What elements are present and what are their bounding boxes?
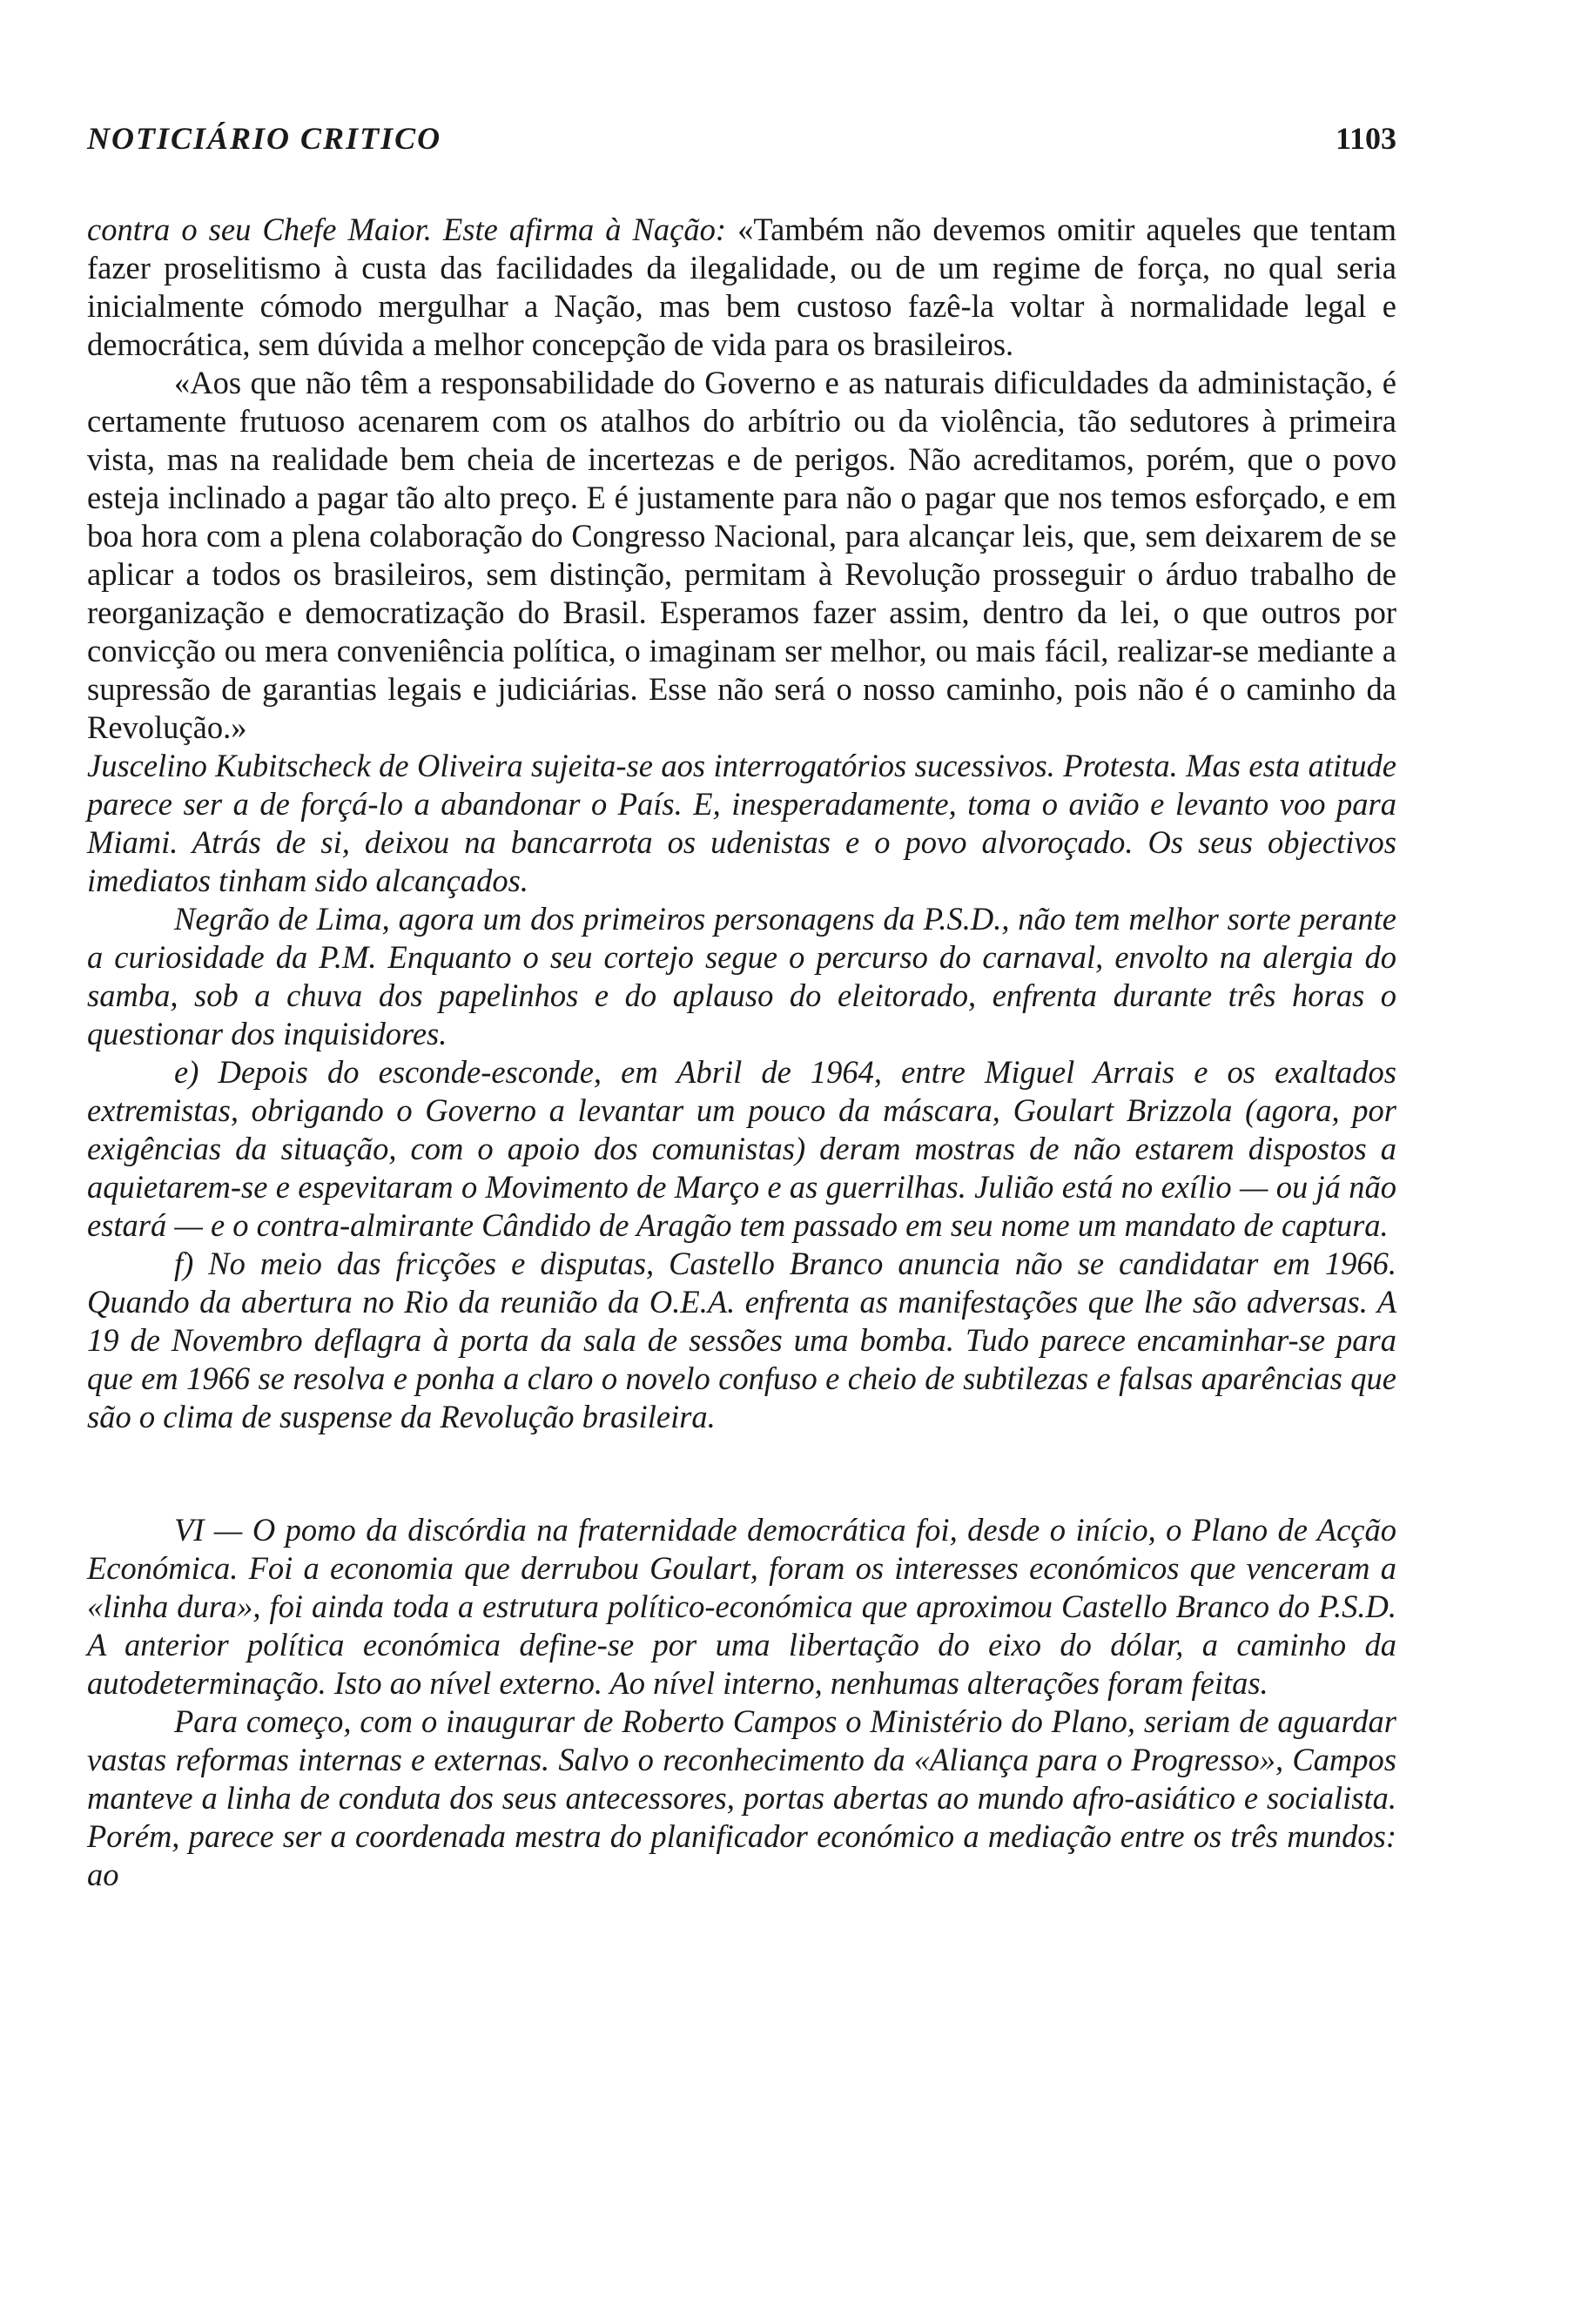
paragraph: f) No meio das fricções e disputas, Castello Branco anuncia não se candidatar em 1966. Quando da abertura no Rio da reunião da O.E.A. enfrenta as manifestações que lhe são adversas. A 19 de Novembro deflagra à porta da sala de sessões uma bomba. Tudo parece encaminhar-se para que em 1966 se resolva e ponha a claro o novelo confuso e cheio de subtilezas e falsas aparências que são o clima de suspense da Revolução brasileira. — [87, 1246, 1396, 1434]
paragraph: Negrão de Lima, agora um dos primeiros personagens da P.S.D., não tem melhor sorte perante a curiosidade da P.M. Enquanto o seu cortejo segue o percurso do carnaval, envolto na alergia do samba, sob a chuva dos papelinhos e do aplauso do eleitorado, enfrenta durante três horas o questionar dos inquisidores. — [87, 901, 1396, 1051]
section-paragraph: VI — O pomo da discórdia na fraternidade democrática foi, desde o início, o Plano de Acção Económica. Foi a economia que derrubou Goulart, foram os interesses económicos que venceram a «linha dura», foi ainda toda a estrutura político-económica que aproximou Castello Branco do P.S.D. A anterior política económica define-se por uma libertação do eixo do dólar, a caminho da autodeterminação. Isto ao nível externo. Ao nível interno, nenhumas alterações foram feitas. — [87, 1512, 1396, 1701]
paragraph: «Aos que não têm a responsabilidade do Governo e as naturais dificuldades da administação, é certamente frutuoso acenarem com os atalhos do arbítrio ou da violência, tão sedutores à primeira vista, mas na realidade bem cheia de incertezas e de perigos. Não acreditamos, porém, que o povo esteja inclinado a pagar tão alto preço. E é justamente para não o pagar que nos temos esforçado, e em boa hora com a plena colaboração do Congresso Nacional, para alcançar leis, que, sem deixarem de se aplicar a todos os brasileiros, sem distinção, permitam à Revolução prosseguir o árduo trabalho de reorganização e democratização do Brasil. Esperamos fazer assim, dentro da lei, o que outros por convicção ou mera conveniência política, o imaginam ser melhor, ou mais fácil, realizar-se mediante a supressão de garantias legais e judiciárias. Esse não será o nosso caminho, pois não é o caminho da Revolução.» — [87, 365, 1396, 745]
paragraph: contra o seu Chefe Maior. Este afirma à Nação: «Também não devemos omitir aqueles que tentam fazer proselitismo à custa das facilidades da ilegalidade, ou de um regime de força, no qual seria inicialmente cómodo mergulhar a Nação, mas bem custoso fazê-la voltar à normalidade legal e democrática, sem dúvida a melhor concepção de vida para os brasileiros. — [87, 212, 1396, 362]
running-title: NOTICIÁRIO CRITICO — [87, 121, 442, 156]
running-header — [87, 97, 1396, 157]
page-number: 1103 — [1335, 121, 1396, 156]
paragraph: Para começo, com o inaugurar de Roberto Campos o Ministério do Plano, seriam de aguardar vastas reformas internas e externas. Salvo o reconhecimento da «Aliança para o Progresso», Campos manteve a linha de conduta dos seus antecessores, portas abertas ao mundo afro-asiático e socialista. Porém, parece ser a coordenada mestra do planificador económico a mediação entre os três mundos: ao — [87, 1703, 1396, 1892]
body-text — [87, 211, 1396, 1894]
paragraph: e) Depois do esconde-esconde, em Abril de 1964, entre Miguel Arrais e os exaltados extremistas, obrigando o Governo a levantar um pouco da máscara, Goulart Brizzola (agora, por exigências da situação, com o apoio dos comunistas) deram mostras de não estarem dispostos a aquietarem-se e espevitaram o Movimento de Março e as guerrilhas. Julião está no exílio — ou já não estará — e o contra-almirante Cândido de Aragão tem passado em seu nome um mandato de captura. — [87, 1054, 1396, 1243]
italic-lead-in: contra o seu Chefe Maior. Este afirma à Nação: — [87, 212, 738, 247]
paragraph: Juscelino Kubitscheck de Oliveira sujeita-se aos interrogatórios sucessivos. Protesta. Mas esta atitude parece ser a de forçá-lo a abandonar o País. E, inesperadamente, toma o avião e levanto voo para Miami. Atrás de si, deixou na bancarrota os udenistas e o povo alvoroçado. Os seus objectivos imediatos tinham sido alcançados. — [87, 748, 1396, 898]
